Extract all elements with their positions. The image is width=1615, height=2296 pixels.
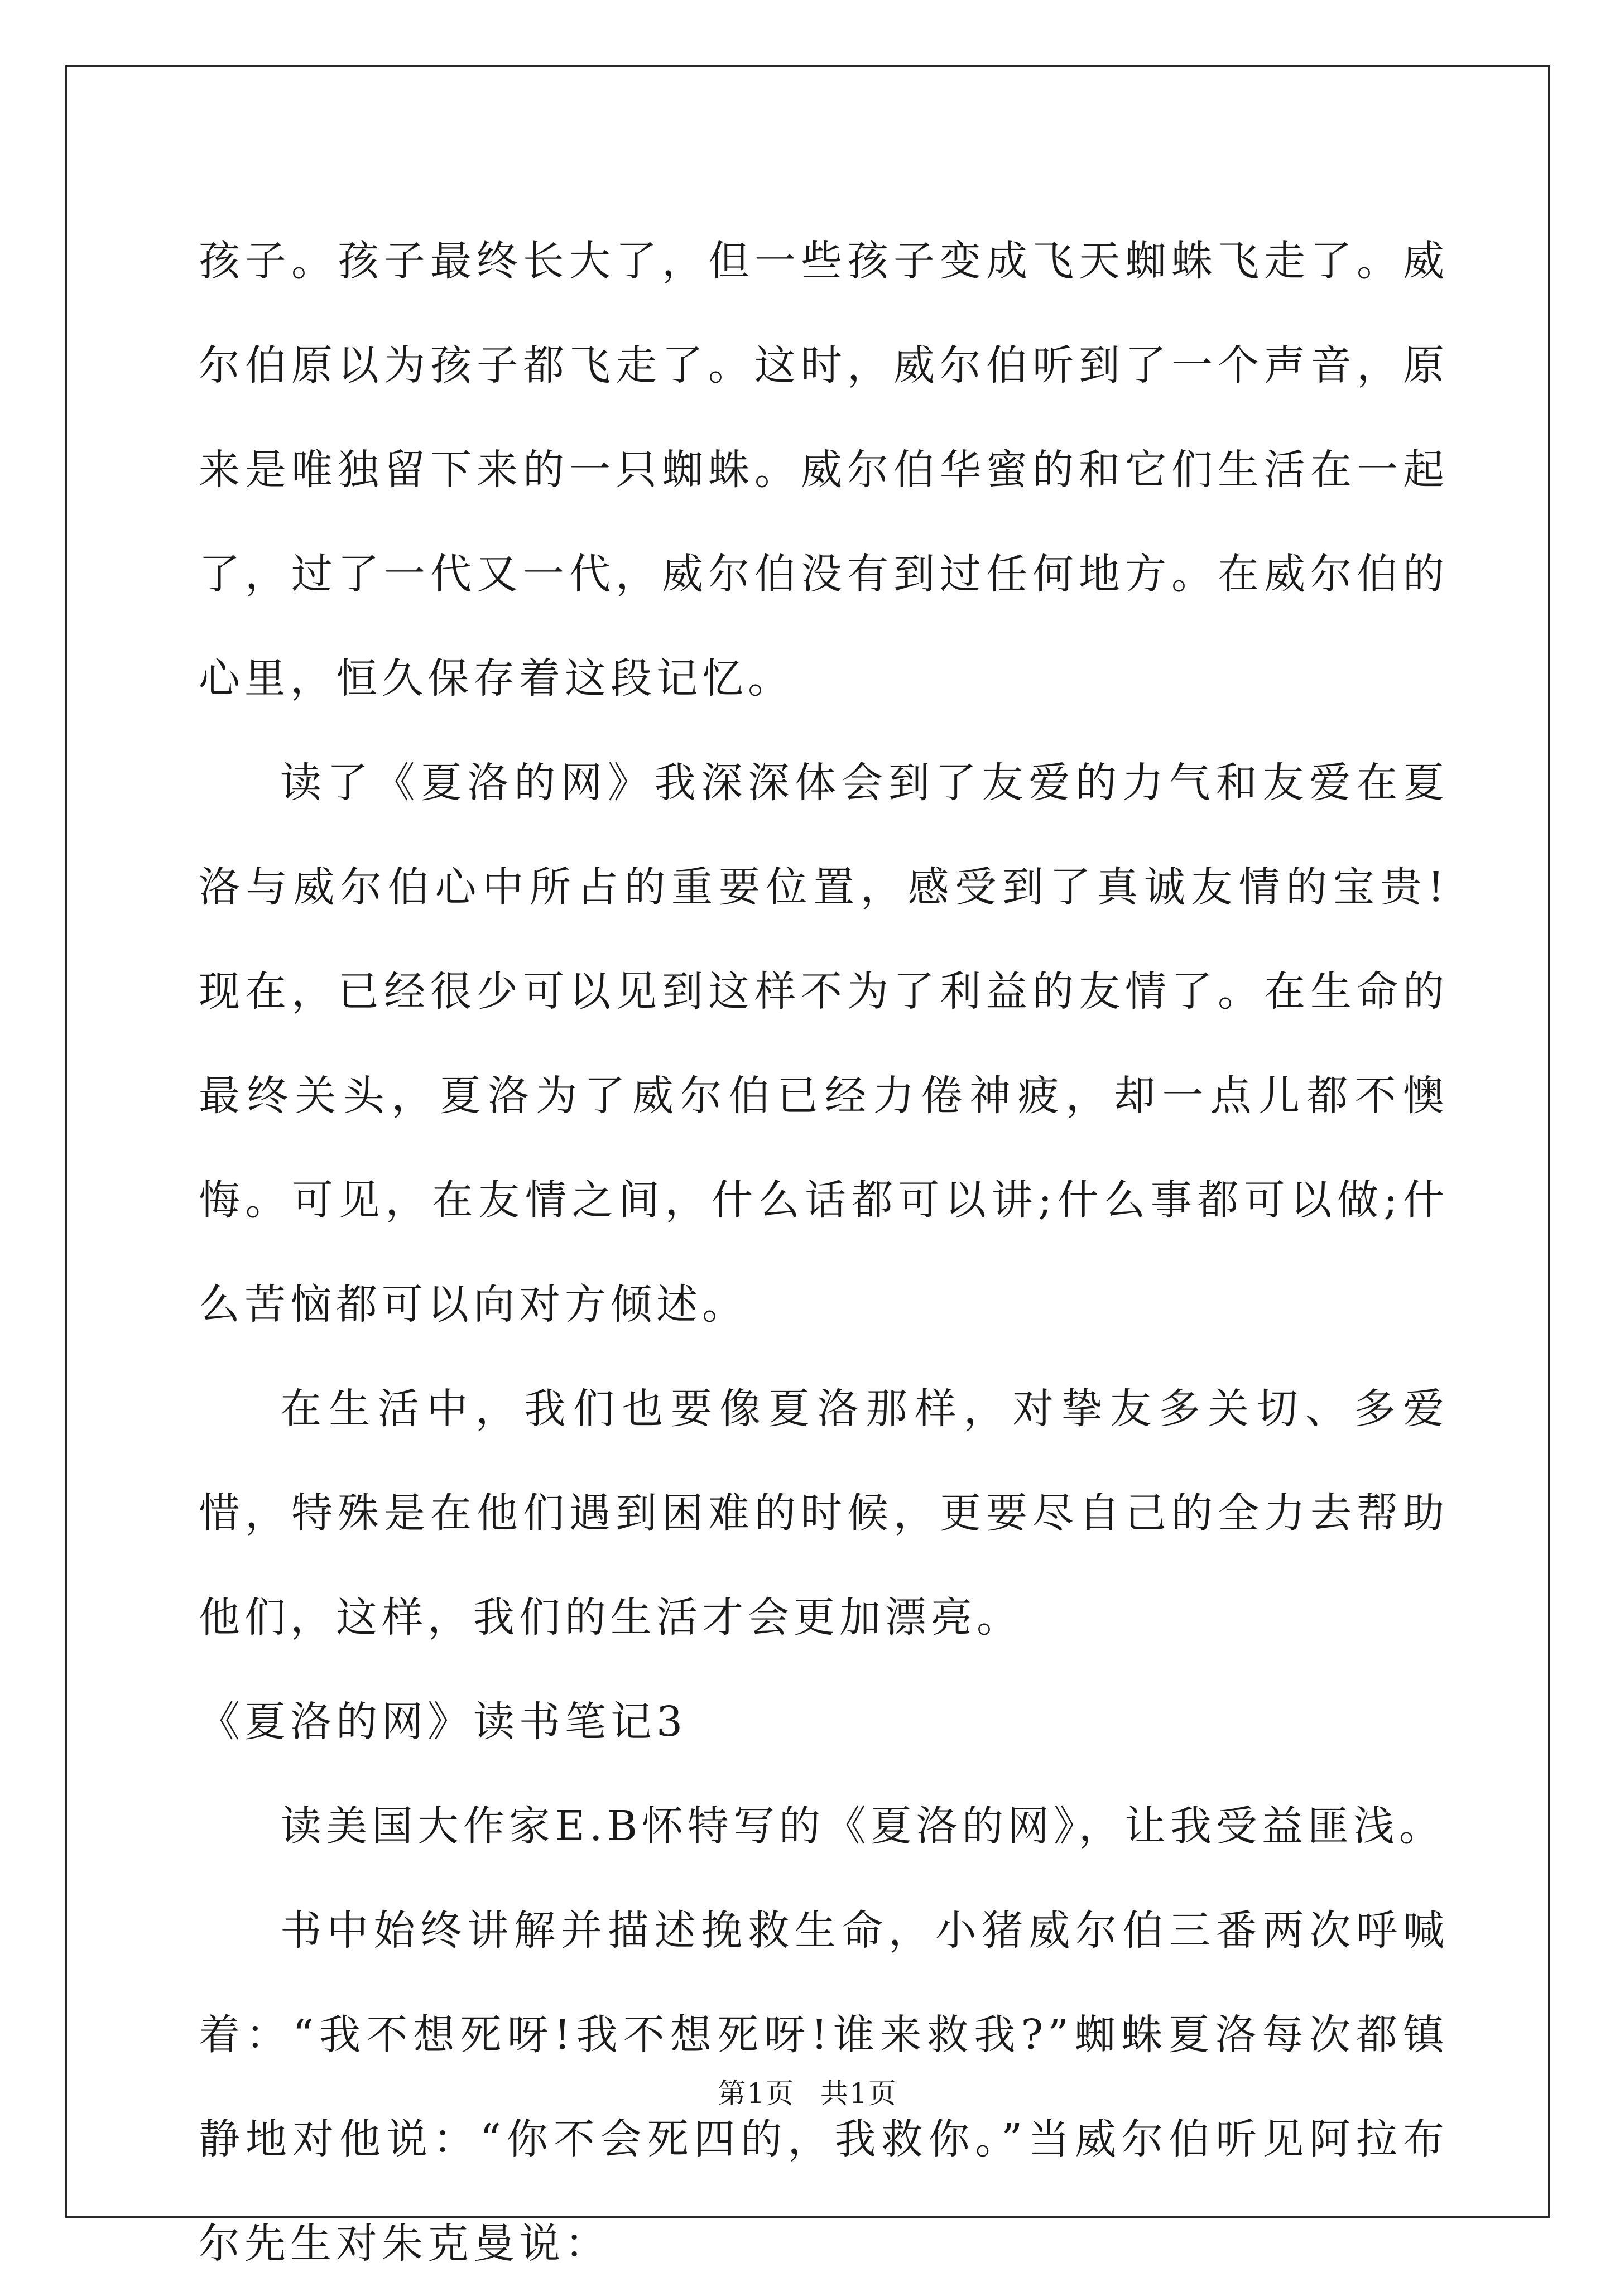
page-number: 第1页 <box>718 2077 795 2110</box>
paragraph-4: 读美国大作家E.B怀特写的《夏洛的网》，让我受益匪浅。 <box>280 1802 1445 1850</box>
paragraph-5: 书中始终讲解并描述挽救生命，小猪威尔伯三番两次呼喊着：“我不想死呀!我不想死呀!谁来救我?”蜘蛛夏洛每次都镇静地对他说：“你不会死四的，我救你。”当威尔伯听见阿拉布尔先生对朱克曼说： <box>199 1907 1449 2268</box>
page-footer <box>0 2071 1615 2111</box>
paragraph-3: 在生活中，我们也要像夏洛那样，对挚友多关切、多爱惜，特殊是在他们遇到困难的时候，更要尽自己的全力去帮助他们，这样，我们的生活才会更加漂亮。 <box>199 1385 1449 1642</box>
document-body <box>199 209 1449 2296</box>
section-heading: 《夏洛的网》读书笔记3 <box>199 1698 688 1746</box>
paragraph-2: 读了《夏洛的网》我深深体会到了友爱的力气和友爱在夏洛与威尔伯心中所占的重要位置，感受到了真诚友情的宝贵!现在，已经很少可以见到这样不为了利益的友情了。在生命的最终关头，夏洛为了威尔伯已经力倦神疲，却一点儿都不懊悔。可见，在友情之间，什么话都可以讲;什么事都可以做;什么苦恼都可以向对方倾述。 <box>199 759 1449 1328</box>
page-total: 共1页 <box>820 2077 897 2110</box>
paragraph-1: 孩子。孩子最终长大了，但一些孩子变成飞天蜘蛛飞走了。威尔伯原以为孩子都飞走了。这时，威尔伯听到了一个声音，原来是唯独留下来的一只蜘蛛。威尔伯华蜜的和它们生活在一起了，过了一代又一代，威尔伯没有到过任何地方。在威尔伯的心里，恒久保存着这段记忆。 <box>199 237 1449 702</box>
